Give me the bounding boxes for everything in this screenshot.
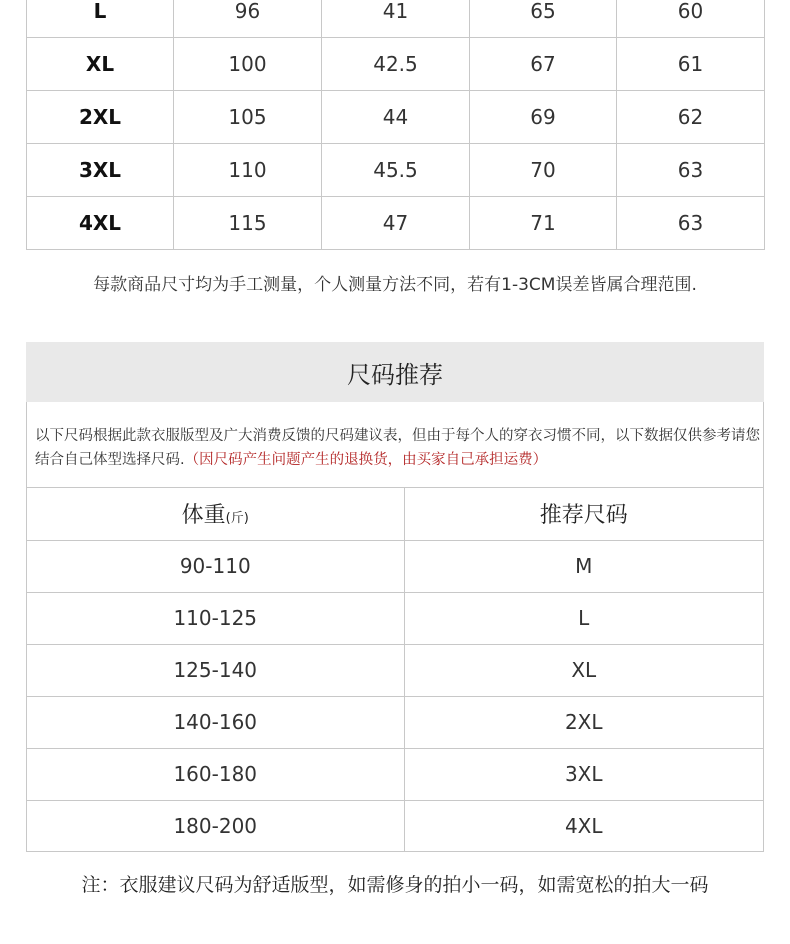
- table-cell: 65: [470, 0, 617, 38]
- weight-unit-label: (斤): [225, 511, 249, 527]
- table-cell: 96: [174, 0, 322, 38]
- table-cell: 67: [470, 38, 617, 91]
- table-row: [27, 0, 765, 38]
- table-row: [27, 800, 763, 852]
- size-measurement-table: [26, 0, 765, 250]
- size-label: XL: [27, 38, 174, 91]
- table-row: [27, 696, 763, 748]
- weight-range: 90-110: [27, 540, 404, 592]
- weight-range: 125-140: [27, 644, 404, 696]
- recommended-size: M: [404, 540, 763, 592]
- weight-range: 160-180: [27, 748, 404, 800]
- table-cell: 62: [617, 91, 765, 144]
- table-cell: 105: [174, 91, 322, 144]
- table-cell: 41: [322, 0, 470, 38]
- table-row: [27, 197, 765, 250]
- weight-range: 140-160: [27, 696, 404, 748]
- weight-range: 180-200: [27, 800, 404, 852]
- recommended-size: 2XL: [404, 696, 763, 748]
- recommended-size: 3XL: [404, 748, 763, 800]
- recommendation-table: [27, 488, 763, 852]
- weight-header-label: 体重: [181, 503, 226, 529]
- section-title: 尺码推荐: [26, 342, 764, 402]
- table-cell: 71: [470, 197, 617, 250]
- table-cell: 45.5: [322, 144, 470, 197]
- recommended-size: XL: [404, 644, 763, 696]
- measurement-note: 每款商品尺寸均为手工测量，个人测量方法不同，若有1-3CM误差皆属合理范围.: [93, 275, 697, 295]
- table-row: [27, 592, 763, 644]
- table-cell: 69: [470, 91, 617, 144]
- table-cell: 63: [617, 197, 765, 250]
- weight-column-header: [27, 488, 404, 540]
- table-row: [27, 144, 765, 197]
- table-header-row: [27, 488, 763, 540]
- table-row: [27, 644, 763, 696]
- table-cell: 61: [617, 38, 765, 91]
- table-cell: 63: [617, 144, 765, 197]
- table-cell: 42.5: [322, 38, 470, 91]
- table-row: [27, 540, 763, 592]
- size-recommendation-section: [26, 342, 764, 852]
- sizing-advice-note: 注：衣服建议尺码为舒适版型，如需修身的拍小一码，如需宽松的拍大一码: [81, 874, 709, 896]
- table-row: [27, 748, 763, 800]
- table-cell: 115: [174, 197, 322, 250]
- table-cell: 110: [174, 144, 322, 197]
- size-column-header: 推荐尺码: [404, 488, 763, 540]
- table-cell: 60: [617, 0, 765, 38]
- size-label: 3XL: [27, 144, 174, 197]
- table-row: [27, 38, 765, 91]
- return-warning-text: （因尺码产生问题产生的退换货，由买家自己承担运费）: [184, 452, 548, 468]
- table-cell: 100: [174, 38, 322, 91]
- table-cell: 47: [322, 197, 470, 250]
- recommended-size: 4XL: [564, 814, 603, 839]
- size-label: 2XL: [27, 91, 174, 144]
- size-label: 4XL: [27, 197, 174, 250]
- description-text: 以下尺码根据此款衣服版型及广大消费反馈的尺码建议表，但由于每个人的穿衣习惯不同，以下数据仅供参考请您结合自己体型选择尺码.: [35, 428, 760, 468]
- table-cell: 44: [322, 91, 470, 144]
- table-cell: 70: [470, 144, 617, 197]
- size-label: L: [27, 0, 174, 38]
- recommendation-description: [27, 402, 763, 488]
- weight-range: 110-125: [27, 592, 404, 644]
- table-row: [27, 91, 765, 144]
- recommended-size: L: [404, 592, 763, 644]
